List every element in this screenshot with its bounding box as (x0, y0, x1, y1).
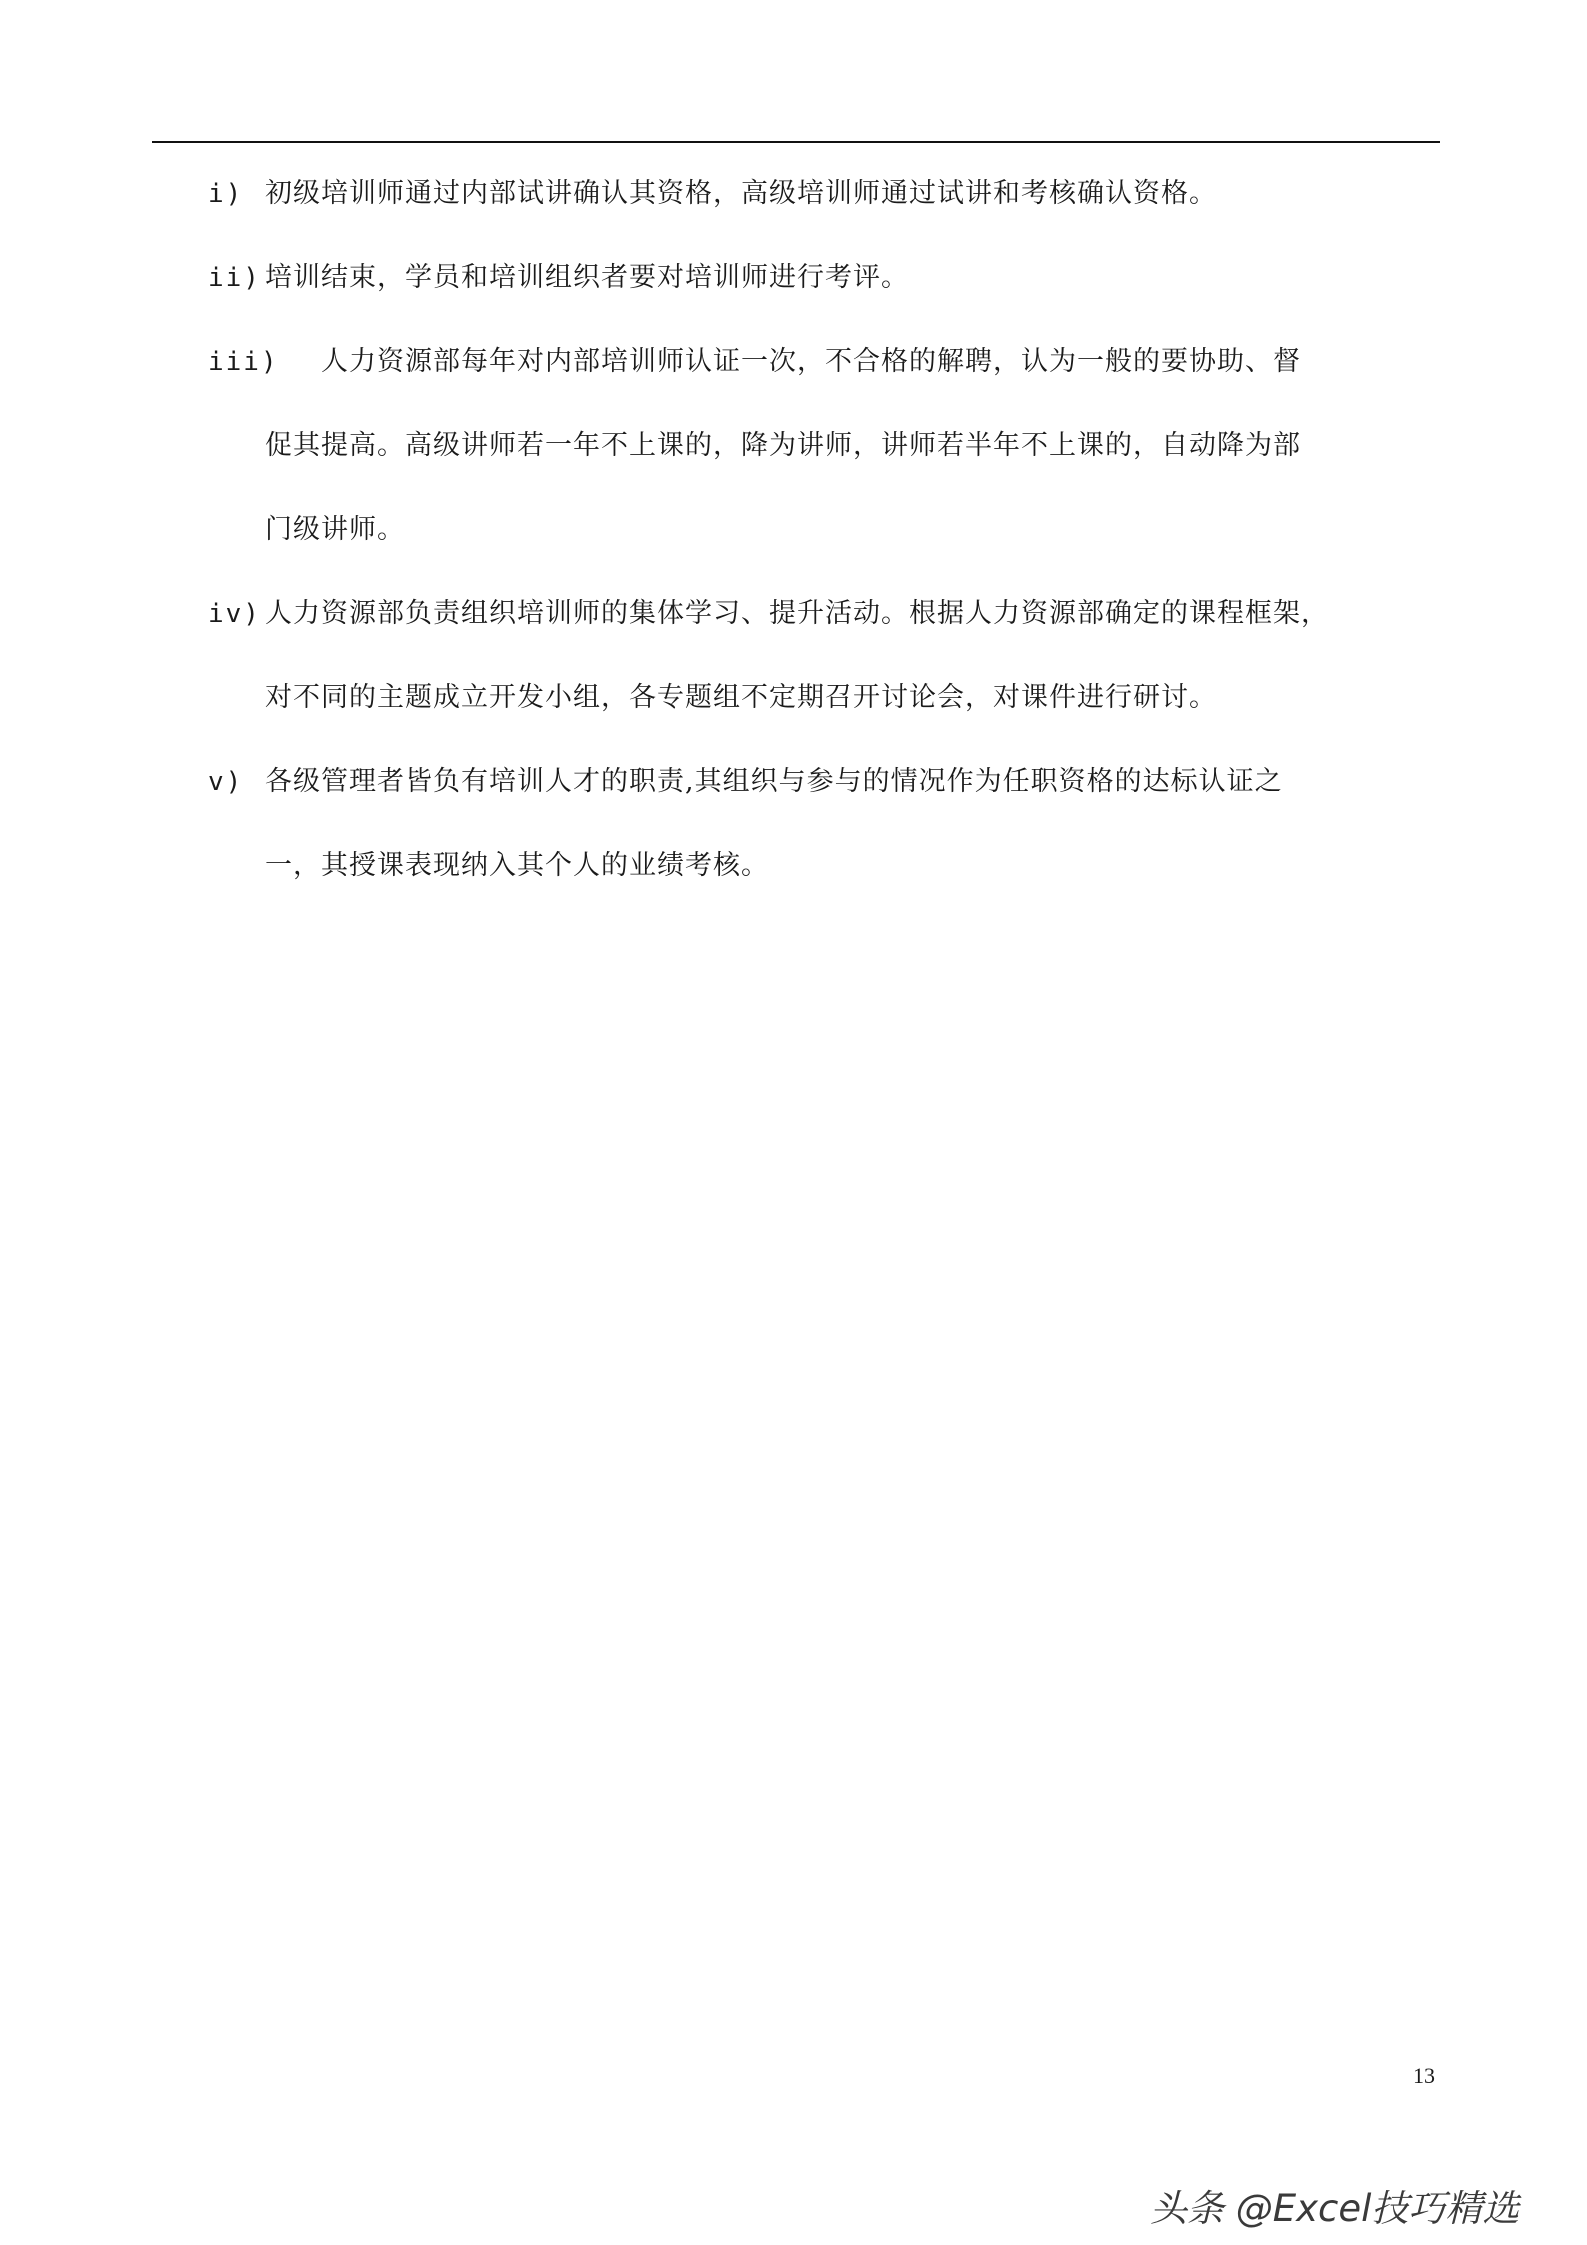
text-line: 人力资源部负责组织培训师的集体学习、提升活动。根据人力资源部确定的课程框架， (265, 598, 1329, 629)
list-item-i (208, 152, 1440, 236)
list-item-text (208, 236, 1440, 320)
list-item-text (208, 152, 1440, 236)
list-marker: iii) (208, 347, 279, 377)
list-item-text (208, 572, 1440, 740)
text-line: 初级培训师通过内部试讲确认其资格，高级培训师通过试讲和考核确认资格。 (265, 178, 1217, 209)
text-line: 培训结束，学员和培训组织者要对培训师进行考评。 (265, 262, 909, 293)
list-item-v (208, 740, 1440, 908)
list-item-iii (208, 320, 1440, 572)
text-line: 各级管理者皆负有培训人才的职责,其组织与参与的情况作为任职资格的达标认证之 (265, 766, 1283, 797)
list-item-iv (208, 572, 1440, 740)
list-marker: ii) (208, 263, 261, 293)
list-item-text (208, 320, 1440, 572)
text-line: 人力资源部每年对内部培训师认证一次，不合格的解聘，认为一般的要协助、督 (321, 346, 1301, 377)
list-marker: v) (208, 767, 244, 797)
list-item-text (208, 740, 1440, 908)
text-line: 一，其授课表现纳入其个人的业绩考核。 (265, 850, 769, 881)
header-rule (152, 141, 1440, 143)
list-item-ii (208, 236, 1440, 320)
page-number: 13 (1413, 2063, 1435, 2088)
watermark: 头条 @Excel技巧精选 (1150, 2187, 1520, 2230)
list-marker: iv) (208, 599, 261, 629)
text-line: 促其提高。高级讲师若一年不上课的，降为讲师，讲师若半年不上课的，自动降为部 (265, 430, 1301, 461)
text-line: 门级讲师。 (265, 514, 405, 545)
text-line: 对不同的主题成立开发小组，各专题组不定期召开讨论会，对课件进行研讨。 (265, 682, 1217, 713)
list-marker: i) (208, 179, 244, 209)
